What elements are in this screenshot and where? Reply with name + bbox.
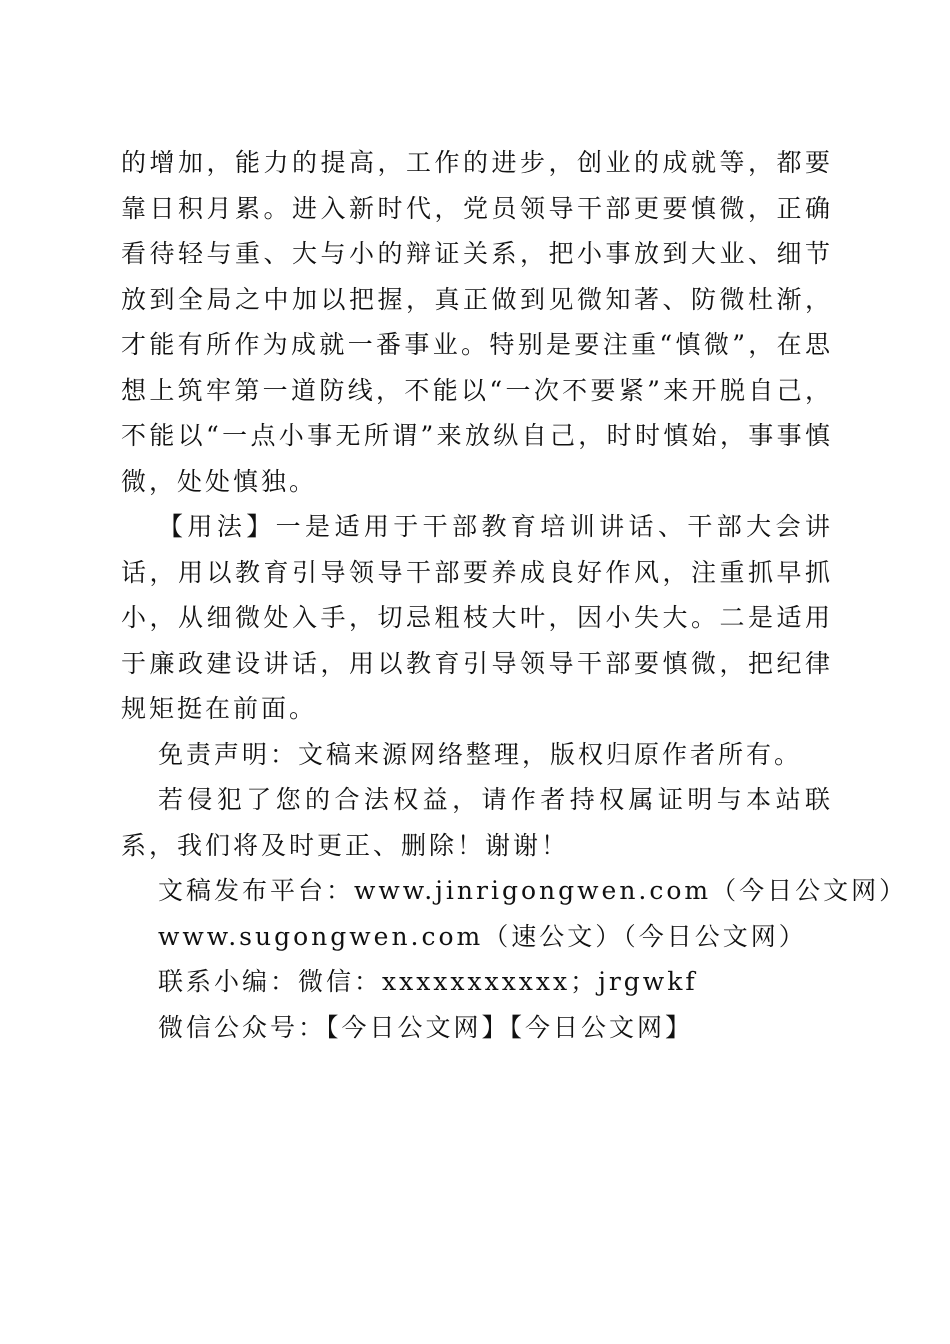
paragraph-usage: 【用法】一是适用于干部教育培训讲话、干部大会讲话，用以教育引导领导干部要养成良好作风，注重抓早抓小，从细微处入手，切忌粗枝大叶，因小失大。二是适用于廉政建设讲话，用以教育引导领导干部要慎微，把纪律规矩挺在前面。 [121, 512, 833, 723]
footer-wechat-account: 微信公众号：【今日公文网】【今日公文网】 [158, 1012, 694, 1042]
footer-alt-site: www.sugongwen.com（速公文）（今日公文网） [158, 921, 807, 951]
paragraph-disclaimer: 免责声明：文稿来源网络整理，版权归原作者所有。 [158, 739, 803, 769]
footer-contact: 联系小编：微信：xxxxxxxxxxx；jrgwkf [158, 967, 698, 996]
paragraph-continuation: 的增加，能力的提高，工作的进步，创业的成就等，都要靠日积月累。进入新时代，党员领导干部更要慎微，正确看待轻与重、大与小的辩证关系，把小事放到大业、细节放到全局之中加以把握，真正做到见微知著、防微杜渐，才能有所作为成就一番事业。特别是要注重“慎微”，在思想上筑牢第一道防线，不能以“一次不要紧”来开脱自己，不能以“一点小事无所谓”来放纵自己，时时慎始，事事慎微，处处慎独。 [121, 148, 833, 496]
footer-publish-platform: 文稿发布平台：www.jinrigongwen.com（今日公文网） [158, 876, 908, 905]
document-body [121, 140, 908, 1050]
paragraph-infringement-notice: 若侵犯了您的合法权益，请作者持权属证明与本站联系，我们将及时更正、删除！谢谢！ [121, 785, 833, 860]
